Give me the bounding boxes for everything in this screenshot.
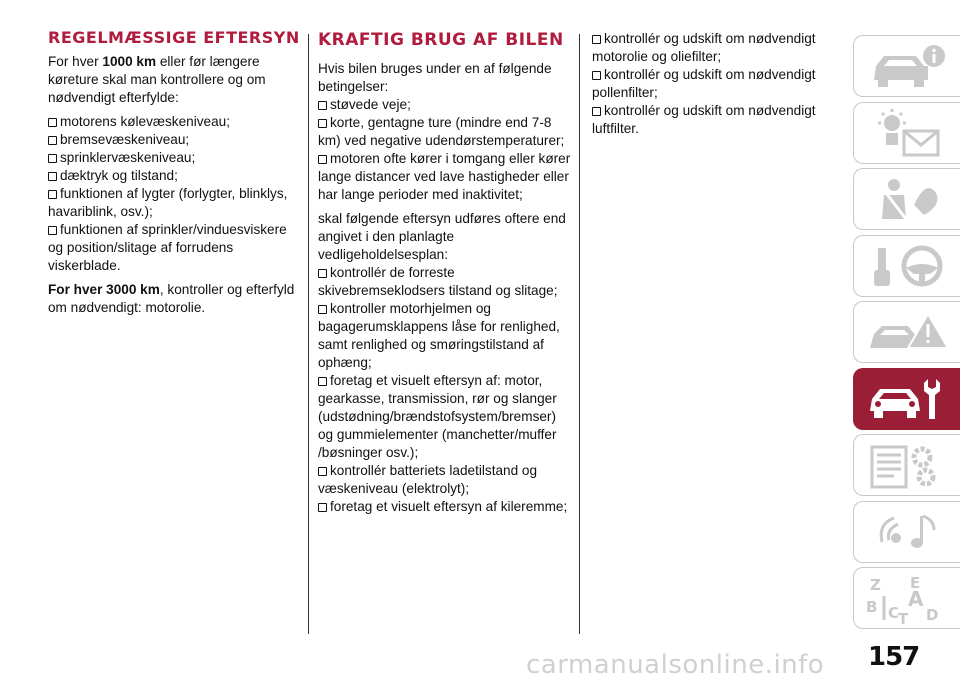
checks-list: [318, 264, 574, 516]
bullet-square-icon: [318, 101, 327, 110]
index-letter: Z: [870, 576, 881, 594]
intro-distance: 1000 km: [102, 54, 157, 69]
column-divider: [579, 34, 580, 634]
watermark: carmanualsonline.info: [526, 650, 825, 680]
page-number: 157: [868, 642, 920, 672]
list-item: [48, 167, 300, 185]
index-letter: B: [866, 598, 878, 616]
chapter-tabs: [853, 35, 960, 634]
tab-warning-lights[interactable]: [853, 102, 960, 164]
index-letter: D: [926, 606, 939, 624]
warning-lights-mail-icon: [864, 109, 954, 159]
list-item: [48, 221, 300, 275]
bullet-square-icon: [592, 71, 601, 80]
list-item-text: kontrollér og udskift om nødvendigt motorolie og oliefilter;: [592, 31, 816, 64]
emergency-car-icon: [864, 308, 954, 358]
left-column: [48, 30, 300, 323]
index-letter: T: [898, 610, 909, 624]
list-item-text: dæktryk og tilstand;: [60, 168, 178, 183]
intro-text-start: For hver: [48, 54, 103, 69]
list-item: [592, 66, 832, 102]
list-item-text: funktionen af lygter (forlygter, blinklys, havariblink, osv.);: [48, 186, 288, 219]
section-heading-regular-checks: REGELMÆSSIGE EFTERSYN: [48, 28, 300, 47]
bullet-square-icon: [318, 305, 327, 314]
intro-text-end: eller før længere køreture skal man kontrollere og om nødvendigt efterfylde:: [48, 54, 266, 105]
bullet-square-icon: [318, 467, 327, 476]
tab-technical-data[interactable]: [853, 434, 960, 496]
list-item-text: kontroller motorhjelmen og bagagerumsklappens låse for renlighed, samt renlighed og smøringstilstand af ophæng;: [318, 301, 560, 370]
index-letter: E: [910, 574, 921, 592]
list-item: [318, 372, 574, 462]
bullet-square-icon: [48, 172, 57, 181]
list-item: [592, 30, 832, 66]
bullet-square-icon: [318, 119, 327, 128]
outro-paragraph: [48, 281, 300, 317]
list-item: [318, 96, 574, 114]
list-item-text: korte, gentagne ture (mindre end 7-8 km) ved negative udendørstemperaturer;: [318, 115, 565, 148]
bullet-square-icon: [592, 107, 601, 116]
list-item-text: motorens kølevæskeniveau;: [60, 114, 230, 129]
list-item: [592, 102, 832, 138]
index-letter: A: [908, 587, 924, 611]
list-item: [48, 131, 300, 149]
bullet-square-icon: [592, 35, 601, 44]
technical-data-icon: [864, 441, 954, 491]
list-item: [318, 300, 574, 372]
bullet-square-icon: [318, 155, 327, 164]
check-list: [48, 113, 300, 275]
list-item: [318, 498, 574, 516]
checks-intro: skal følgende eftersyn udføres oftere end angivet i den planlagte vedligeholdelsesplan:: [318, 211, 566, 262]
car-maintenance-icon: [864, 375, 954, 425]
outro-text: , kontroller og efterfyld om nødvendigt: motorolie.: [48, 282, 295, 315]
tab-index[interactable]: [853, 567, 960, 629]
list-item-text: kontrollér de forreste skivebremseklodsers tilstand og slitage;: [318, 265, 558, 298]
list-item: [48, 185, 300, 221]
safety-seatbelt-icon: [864, 175, 954, 225]
tab-safety[interactable]: [853, 168, 960, 230]
list-item-text: funktionen af sprinkler/vinduesviskere og position/slitage af forrudens viskerblade.: [48, 222, 287, 273]
list-item: [318, 114, 574, 150]
conditions-list: [318, 96, 574, 204]
bullet-square-icon: [318, 503, 327, 512]
conditions-intro: Hvis bilen bruges under en af følgende betingelser:: [318, 61, 552, 94]
bullet-square-icon: [48, 226, 57, 235]
key-steering-wheel-icon: [864, 242, 954, 292]
list-item: [48, 149, 300, 167]
outro-distance: For hver 3000 km: [48, 282, 160, 297]
list-item-text: foretag et visuelt eftersyn af: motor, gearkasse, transmission, rør og slanger (udstødning/brændstofsystem/bremser) og gummielementer (manchetter/muffer /bøsninger osv.);: [318, 373, 557, 460]
right-column: [592, 30, 832, 138]
list-item-text: støvede veje;: [330, 97, 411, 112]
tab-maintenance[interactable]: [853, 368, 960, 430]
bullet-square-icon: [48, 118, 57, 127]
middle-column: [318, 30, 574, 516]
list-item-text: foretag et visuelt eftersyn af kileremme;: [330, 499, 568, 514]
list-item-text: sprinklervæskeniveau;: [60, 150, 196, 165]
column-divider: [308, 34, 309, 634]
list-item: [318, 462, 574, 498]
bullet-square-icon: [318, 269, 327, 278]
list-item: [318, 150, 574, 204]
intro-paragraph: [48, 53, 300, 107]
list-item-text: motoren ofte kører i tomgang eller kører lange distancer ved lave hastigheder eller har lange perioder med inaktivitet;: [318, 151, 571, 202]
index-letters-icon: [864, 574, 954, 624]
section-heading-heavy-use: KRAFTIG BRUG AF BILEN: [318, 30, 564, 50]
tab-emergency[interactable]: [853, 301, 960, 363]
list-item-text: kontrollér og udskift om nødvendigt luftfilter.: [592, 103, 816, 136]
tab-multimedia[interactable]: [853, 501, 960, 563]
list-item-text: kontrollér og udskift om nødvendigt pollenfilter;: [592, 67, 816, 100]
list-item-text: kontrollér batteriets ladetilstand og væskeniveau (elektrolyt);: [318, 463, 538, 496]
tab-starting-driving[interactable]: [853, 235, 960, 297]
tab-car-info[interactable]: [853, 35, 960, 97]
bullet-square-icon: [48, 190, 57, 199]
list-item: [318, 264, 574, 300]
index-letter: C: [888, 604, 900, 622]
bullet-square-icon: [48, 136, 57, 145]
bullet-square-icon: [48, 154, 57, 163]
car-info-icon: [864, 42, 954, 92]
bullet-square-icon: [318, 377, 327, 386]
list-item-text: bremsevæskeniveau;: [60, 132, 190, 147]
list-item: [48, 113, 300, 131]
multimedia-icon: [864, 508, 954, 558]
